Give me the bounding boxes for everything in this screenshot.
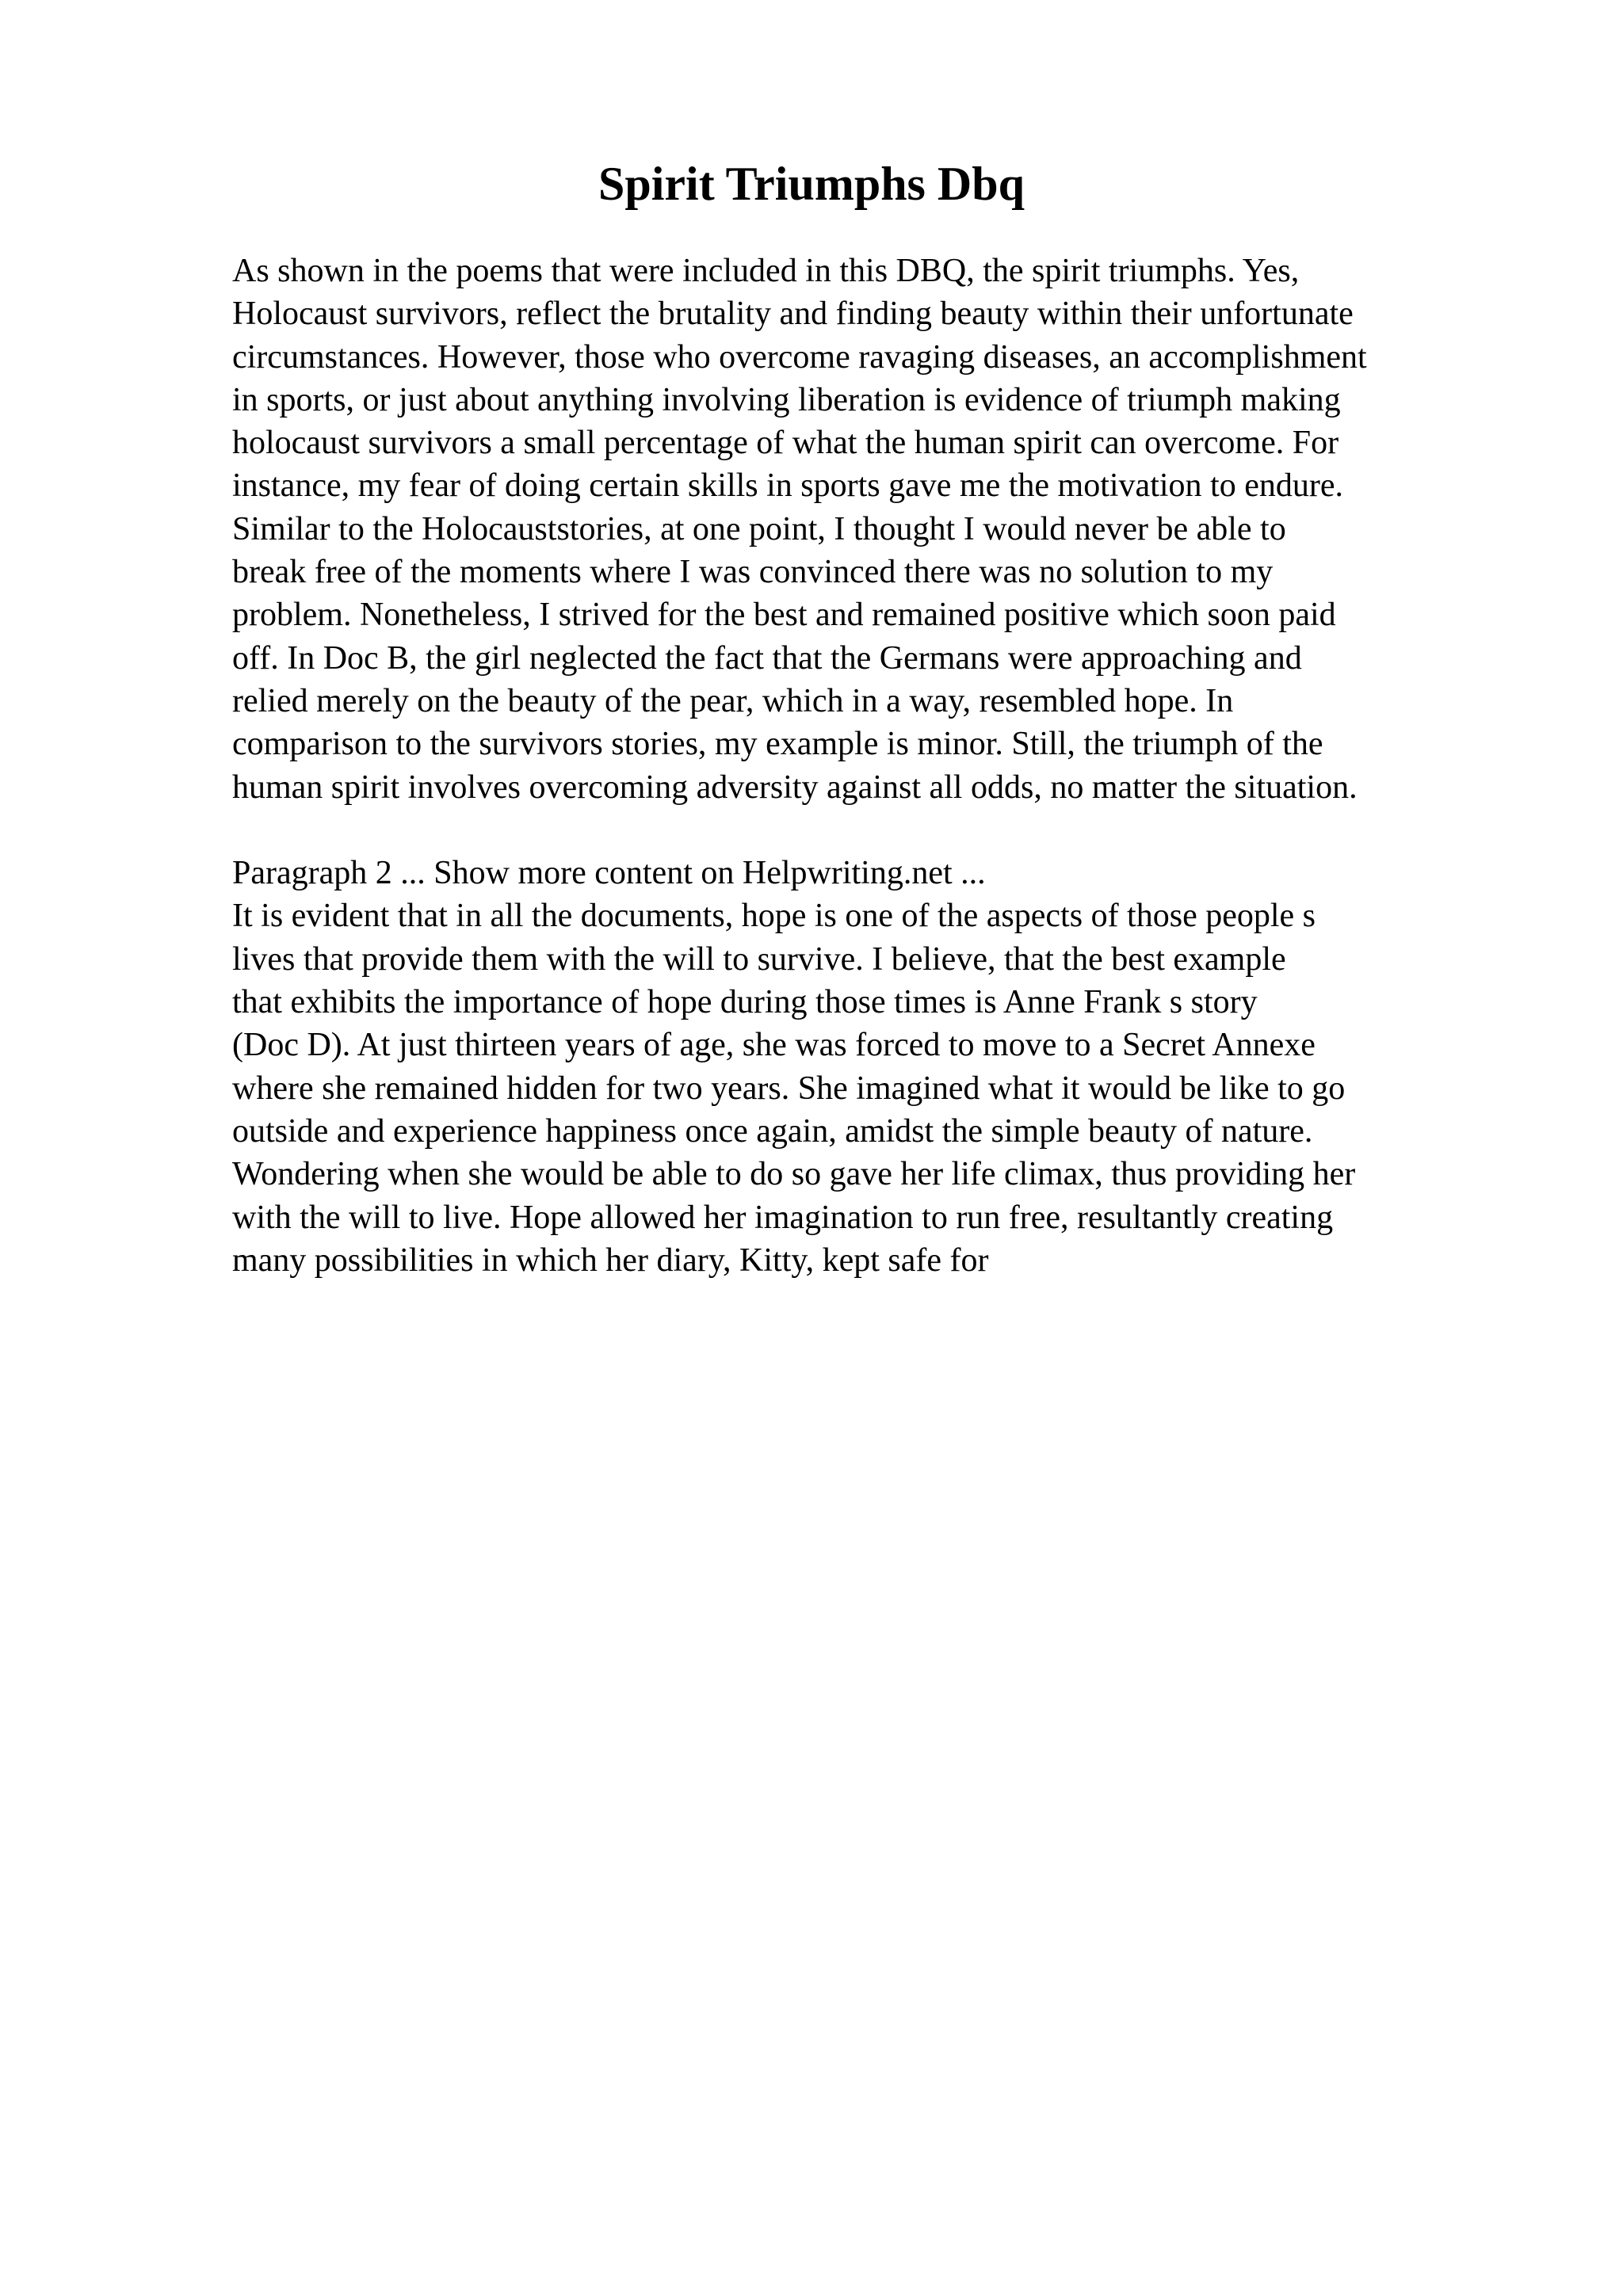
text-line: circumstances. However, those who overcome ravaging diseases, an accomplishment — [232, 338, 1367, 376]
text-line: in sports, or just about anything involving liberation is evidence of triumph making — [232, 381, 1341, 418]
show-more-line: Paragraph 2 ... Show more content on Helpwriting.net ... — [232, 855, 986, 892]
paragraph-spacer — [232, 809, 1548, 852]
text-line: comparison to the survivors stories, my example is minor. Still, the triumph of the — [232, 726, 1323, 763]
paragraph-1 — [232, 250, 1548, 809]
text-line: As shown in the poems that were included in this DBQ, the spirit triumphs. Yes, — [232, 253, 1300, 289]
paragraph-2 — [232, 852, 1548, 1282]
text-line: where she remained hidden for two years. She imagined what it would be like to go — [232, 1070, 1346, 1107]
text-line: lives that provide them with the will to survive. I believe, that the best example — [232, 940, 1286, 978]
text-line: holocaust survivors a small percentage of what the human spirit can overcome. For — [232, 425, 1339, 462]
text-line: (Doc D). At just thirteen years of age, she was forced to move to a Secret Annexe — [232, 1027, 1316, 1064]
text-line: Wondering when she would be able to do so gave her life climax, thus providing her — [232, 1156, 1356, 1193]
text-line: outside and experience happiness once again, amidst the simple beauty of nature. — [232, 1112, 1313, 1150]
text-line: many possibilities in which her diary, Kitty, kept safe for — [232, 1241, 989, 1279]
text-line: off. In Doc B, the girl neglected the fact that the Germans were approaching and — [232, 639, 1302, 677]
text-line: human spirit involves overcoming adversity against all odds, no matter the situation. — [232, 769, 1358, 806]
text-line: break free of the moments where I was convinced there was no solution to my — [232, 554, 1274, 591]
text-line: problem. Nonetheless, I strived for the best and remained positive which soon paid — [232, 597, 1336, 634]
text-line: instance, my fear of doing certain skills in sports gave me the motivation to endure. — [232, 467, 1343, 505]
text-line: that exhibits the importance of hope during those times is Anne Frank s story — [232, 984, 1258, 1021]
document-body — [232, 250, 1548, 1282]
text-line: Holocaust survivors, reflect the brutality and finding beauty within their unfortunate — [232, 296, 1354, 333]
text-line: with the will to live. Hope allowed her imagination to run free, resultantly creating — [232, 1199, 1334, 1236]
text-line: It is evident that in all the documents, hope is one of the aspects of those people s — [232, 898, 1316, 935]
page-title: Spirit Triumphs Dbq — [598, 158, 1025, 210]
text-line: relied merely on the beauty of the pear, which in a way, resembled hope. In — [232, 682, 1234, 719]
text-line: Similar to the Holocauststories, at one point, I thought I would never be able to — [232, 510, 1286, 547]
